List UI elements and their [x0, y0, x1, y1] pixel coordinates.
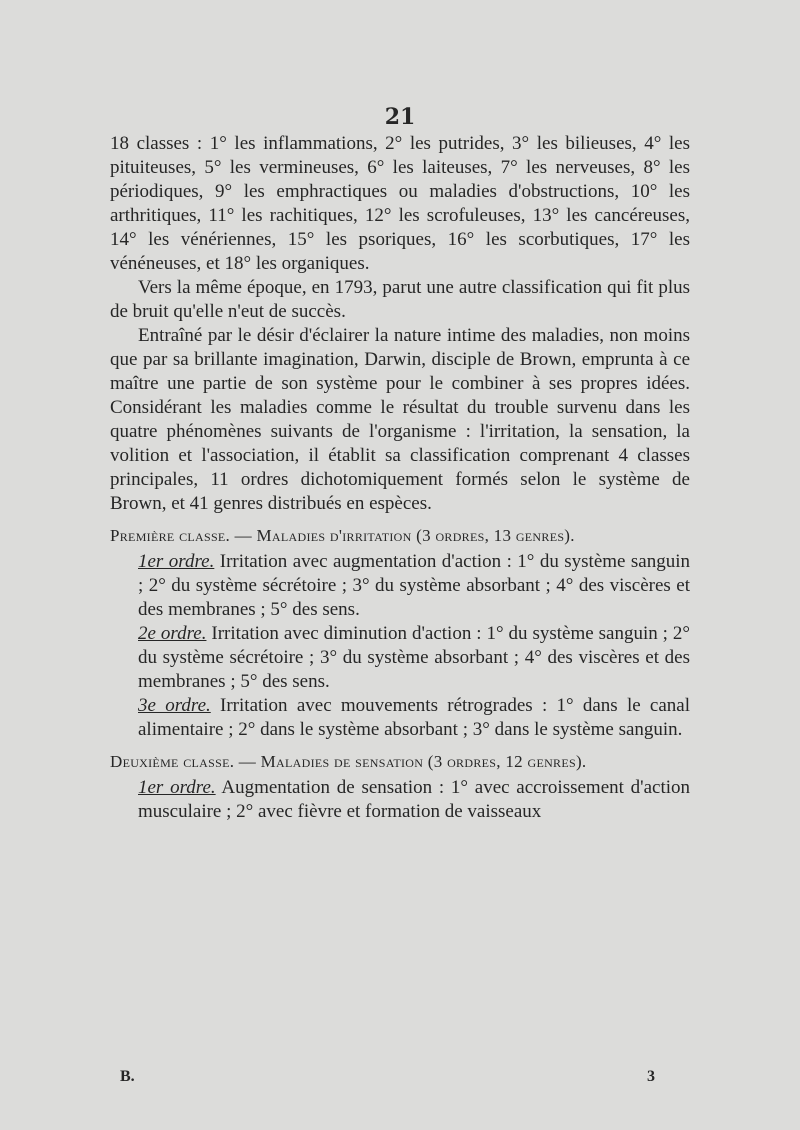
- order-text: Irritation avec mouvements rétrogrades : 1° dans le canal alimentaire ; 2° dans le système absorbant ; 3° dans le système sanguin.: [138, 695, 691, 740]
- signature-mark: B.: [120, 1068, 135, 1085]
- order-item: [110, 622, 690, 694]
- order-item: [110, 550, 690, 622]
- order-label: 1er ordre.: [138, 551, 215, 572]
- page-number: 21: [384, 104, 416, 130]
- class-heading-sensation: Deuxième classe. — Maladies de sensation (3 ordres, 12 genres).: [110, 752, 587, 771]
- class-heading-irritation: Première classe. — Maladies d'irritation (3 ordres, 13 genres).: [110, 526, 575, 545]
- paragraph-classes-list: 18 classes : 1° les inflammations, 2° les putrides, 3° les bilieuses, 4° les pituiteuses, 5° les vermineuses, 6° les laiteuses, 7° les nerveuses, 8° les périodiques, 9° les emphractiques ou maladies d'obstructions, 10° les arthritiques, 11° les rachitiques, 12° les scrofuleuses, 13° les cancéreuses, 14° les vénériennes, 15° les psoriques, 16° les scorbutiques, 17° les vénéneuses, et 18° les organiques.: [110, 133, 690, 274]
- paragraph-1793-classification: Vers la même époque, en 1793, parut une autre classification qui fit plus de bruit qu'elle n'eut de succès.: [110, 277, 690, 322]
- order-item: [110, 694, 690, 742]
- page-body: [110, 132, 690, 824]
- signature-number: 3: [647, 1068, 655, 1085]
- order-item: [110, 776, 690, 824]
- paragraph-darwin: Entraîné par le désir d'éclairer la nature intime des maladies, non moins que par sa brillante imagination, Darwin, disciple de Brown, emprunta à ce maître une partie de son système pour le combiner à ses propres idées. Considérant les maladies comme le résultat du trouble survenu dans les quatre phénomènes suivants de l'organisme : l'irritation, la sensation, la volition et l'association, il établit sa classification comprenant 4 classes principales, 11 ordres dichotomiquement formés selon le système de Brown, et 41 genres distribués en espèces.: [110, 325, 690, 514]
- order-text: Augmentation de sensation : 1° avec accroissement d'action musculaire ; 2° avec fièvre et formation de vaisseaux: [138, 777, 691, 822]
- page-footer: [120, 1068, 655, 1086]
- order-label: 2e ordre.: [138, 623, 207, 644]
- order-text: Irritation avec diminution d'action : 1° du système sanguin ; 2° du système sécrétoire ; 3° du système absorbant ; 4° des viscères et des membranes ; 5° des sens.: [138, 623, 691, 692]
- order-label: 1er ordre.: [138, 777, 216, 798]
- order-label: 3e ordre.: [138, 695, 211, 716]
- order-text: Irritation avec augmentation d'action : 1° du système sanguin ; 2° du système sécrétoire ; 3° du système absorbant ; 4° des viscères et des membranes ; 5° des sens.: [138, 551, 691, 620]
